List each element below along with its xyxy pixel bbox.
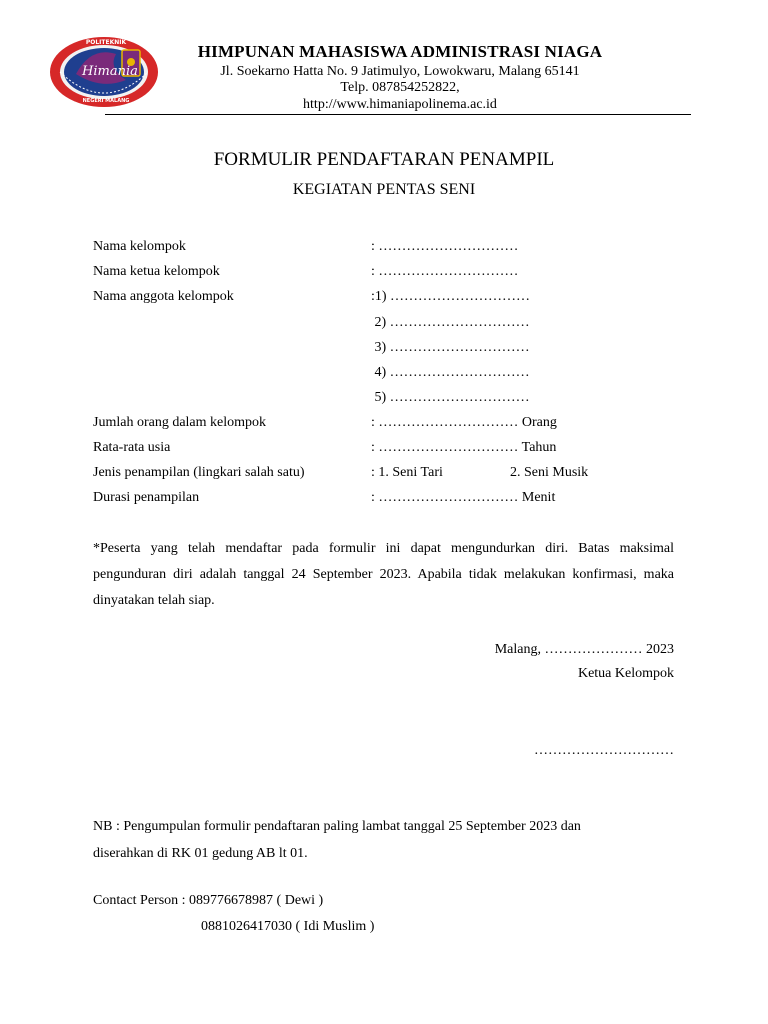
nb-note (93, 813, 683, 867)
field-durasi (0, 490, 768, 510)
himania-logo-icon (46, 34, 168, 114)
field-blank: : ………………………… Orang (371, 415, 557, 430)
svg-text:NEGERI MALANG: NEGERI MALANG (82, 98, 130, 104)
member-blank-5: 5) ………………………… (371, 390, 530, 405)
signature-line: ………………………… (534, 743, 674, 758)
field-label: Durasi penampilan (93, 490, 200, 505)
field-label: Jenis penampilan (lingkari salah satu) (93, 465, 305, 480)
field-blank: : ………………………… (371, 239, 519, 254)
svg-text:POLITEKNIK: POLITEKNIK (85, 39, 127, 46)
nb-line-1: NB : Pengumpulan formulir pendaftaran paling lambat tanggal 25 September 2023 dan (93, 819, 581, 834)
organization-address: Jl. Soekarno Hatta No. 9 Jatimulyo, Lowokwaru, Malang 65141 (220, 64, 580, 79)
field-anggota (0, 289, 768, 309)
field-nama-ketua (0, 264, 768, 284)
member-blank-3: 3) ………………………… (371, 340, 530, 355)
field-blank: : ………………………… Tahun (371, 440, 557, 455)
form-title: FORMULIR PENDAFTARAN PENAMPIL (213, 149, 555, 170)
field-label: Rata-rata usia (93, 440, 171, 455)
member-blank-2: 2) ………………………… (371, 315, 530, 330)
field-label: Jumlah orang dalam kelompok (93, 415, 267, 430)
field-jumlah (0, 415, 768, 435)
svg-text:Himania: Himania (82, 64, 138, 79)
nb-line-2: diserahkan di RK 01 gedung AB lt 01. (93, 846, 308, 861)
member-blank-4: 4) ………………………… (371, 365, 530, 380)
contact-person-2: 0881026417030 ( Idi Muslim ) (201, 919, 375, 934)
organization-website: http://www.himaniapolinema.ac.id (303, 97, 497, 112)
field-anggota-5 (0, 390, 768, 410)
field-anggota-3 (0, 340, 768, 360)
contact-person: Contact Person : 089776678987 ( Dewi ) (93, 893, 324, 908)
field-nama-kelompok (0, 239, 768, 259)
field-anggota-4 (0, 365, 768, 385)
signatory-role: Ketua Kelompok (577, 666, 674, 681)
withdrawal-notice: *Peserta yang telah mendaftar pada formulir ini dapat mengundurkan diri. Batas maksimal pengunduran diri adalah tanggal 24 September 2023. Apabila tidak melakukan konfirmasi, maka dinyatakan telah siap. (93, 541, 674, 608)
field-label: Nama ketua kelompok (93, 264, 220, 279)
option-seni-tari: : 1. Seni Tari (371, 465, 443, 480)
field-usia (0, 440, 768, 460)
form-subtitle: KEGIATAN PENTAS SENI (292, 181, 476, 198)
place-date: Malang, ………………… 2023 (494, 642, 674, 657)
letterhead-divider (105, 114, 691, 115)
member-blank-1: :1) ………………………… (371, 289, 531, 304)
field-blank: : ………………………… (371, 264, 519, 279)
field-label: Nama anggota kelompok (93, 289, 234, 304)
field-jenis (0, 465, 768, 485)
organization-phone: Telp. 087854252822, (340, 80, 460, 95)
option-seni-musik: 2. Seni Musik (510, 465, 589, 480)
field-label: Nama kelompok (93, 239, 186, 254)
organization-name: HIMPUNAN MAHASISWA ADMINISTRASI NIAGA (197, 42, 603, 61)
field-blank: : ………………………… Menit (371, 490, 556, 505)
field-anggota-2 (0, 315, 768, 335)
